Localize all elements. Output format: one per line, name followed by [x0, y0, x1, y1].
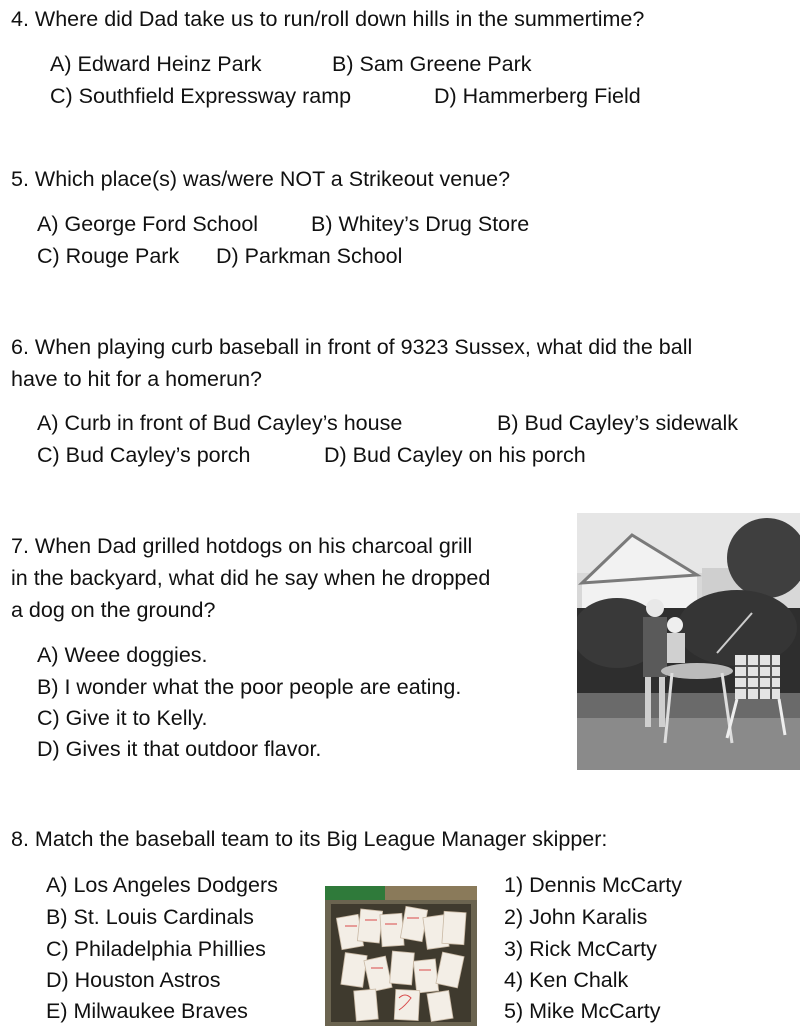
question-5-option-b: B) Whitey’s Drug Store: [311, 212, 530, 236]
question-8-prompt: 8. Match the baseball team to its Big League Manager skipper:: [11, 827, 608, 851]
question-7-option-a: A) Weee doggies.: [37, 643, 208, 667]
question-4-option-c: C) Southfield Expressway ramp: [50, 84, 352, 108]
question-5-option-a: A) George Ford School: [37, 212, 259, 236]
question-4-option-b: B) Sam Greene Park: [332, 52, 532, 76]
question-8-manager-3: 3) Rick McCarty: [504, 937, 657, 961]
question-8-team-c: C) Philadelphia Phillies: [46, 937, 266, 961]
question-6-option-d: D) Bud Cayley on his porch: [324, 443, 586, 467]
question-8-team-b: B) St. Louis Cardinals: [46, 905, 254, 929]
question-5-option-c: C) Rouge Park: [37, 244, 180, 268]
question-6-option-a: A) Curb in front of Bud Cayley’s house: [37, 411, 403, 435]
question-6-prompt-line-2: have to hit for a homerun?: [11, 367, 262, 391]
question-6-option-b: B) Bud Cayley’s sidewalk: [497, 411, 738, 435]
question-8-manager-5: 5) Mike McCarty: [504, 999, 661, 1023]
question-4-prompt: 4. Where did Dad take us to run/roll down hills in the summertime?: [11, 7, 645, 31]
question-8-manager-2: 2) John Karalis: [504, 905, 648, 929]
question-4-option-d: D) Hammerberg Field: [434, 84, 641, 108]
question-8-team-d: D) Houston Astros: [46, 968, 221, 992]
question-7-prompt-line-3: a dog on the ground?: [11, 598, 216, 622]
question-7-prompt-line-2: in the backyard, what did he say when he dropped: [11, 566, 491, 590]
question-7-option-d: D) Gives it that outdoor flavor.: [37, 737, 322, 761]
question-8-manager-1: 1) Dennis McCarty: [504, 873, 683, 897]
question-8-manager-4: 4) Ken Chalk: [504, 968, 629, 992]
baseball-cards-box-photo: [325, 886, 477, 1026]
backyard-grill-photo: [577, 513, 800, 770]
question-5-option-d: D) Parkman School: [216, 244, 403, 268]
question-7-prompt-line-1: 7. When Dad grilled hotdogs on his charcoal grill: [11, 534, 473, 558]
question-8-team-e: E) Milwaukee Braves: [46, 999, 248, 1023]
question-5-prompt: 5. Which place(s) was/were NOT a Strikeout venue?: [11, 167, 511, 191]
question-6-prompt-line-1: 6. When playing curb baseball in front of 9323 Sussex, what did the ball: [11, 335, 693, 359]
question-7-option-c: C) Give it to Kelly.: [37, 706, 208, 730]
question-6-option-c: C) Bud Cayley’s porch: [37, 443, 251, 467]
question-4-option-a: A) Edward Heinz Park: [50, 52, 262, 76]
question-8-team-a: A) Los Angeles Dodgers: [46, 873, 278, 897]
question-7-option-b: B) I wonder what the poor people are eating.: [37, 675, 462, 699]
backyard-grill-photo-image: [577, 513, 800, 770]
baseball-cards-box-photo-image: [325, 886, 477, 1026]
